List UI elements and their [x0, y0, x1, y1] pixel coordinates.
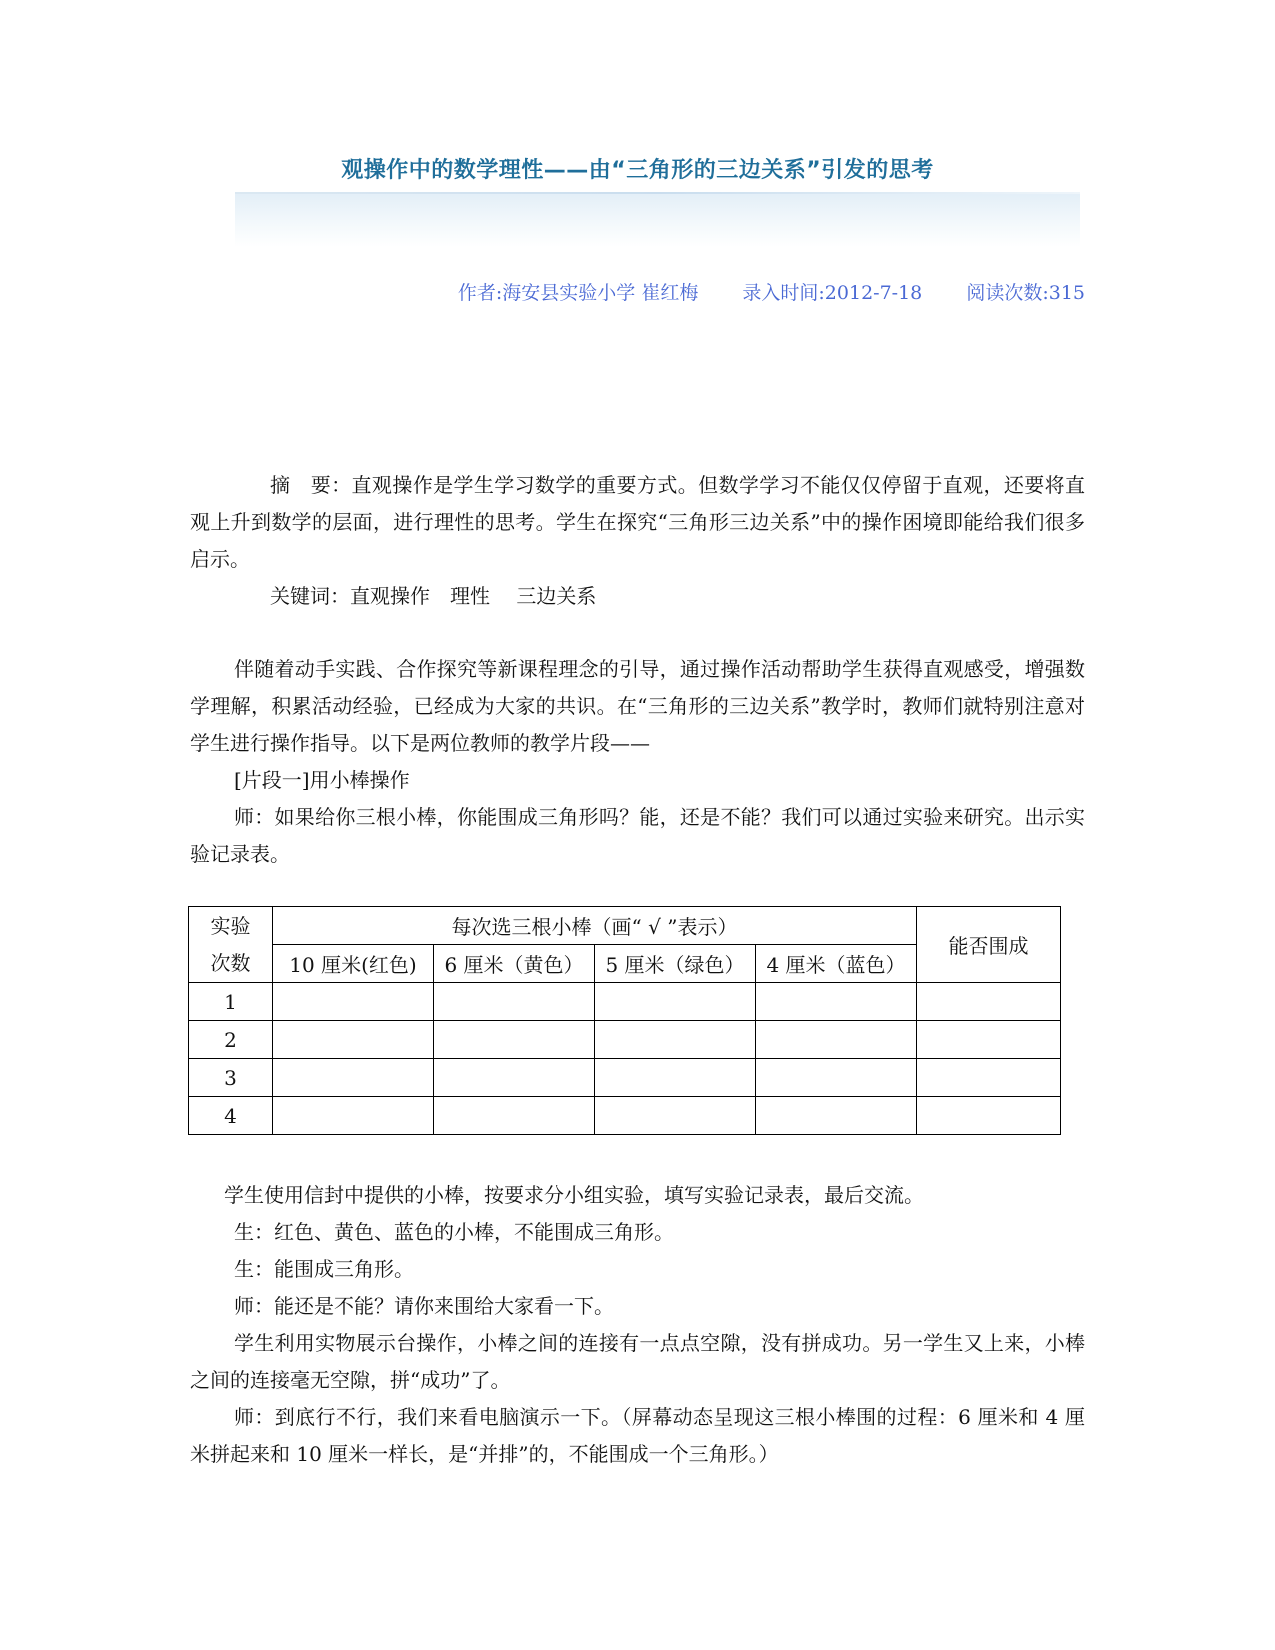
teacher-question: 师：如果给你三根小棒，你能围成三角形吗？能，还是不能？我们可以通过实验来研究。出示实验记录表。	[190, 805, 1085, 866]
intro-paragraph: 伴随着动手实践、合作探究等新课程理念的引导，通过操作活动帮助学生获得直观感受，增强数学理解，积累活动经验，已经成为大家的共识。在“三角形的三边关系”教学时，教师们就特别注意对学生进行操作指导。以下是两位教师的教学片段——	[190, 657, 1085, 755]
column-header: 6 厘米（黄色）	[434, 945, 595, 983]
column-header: 5 厘米（绿色）	[595, 945, 756, 983]
paragraph: 生：能围成三角形。	[234, 1257, 414, 1281]
trial-header: 实验 次数	[189, 907, 273, 983]
author: 作者:海安县实验小学 崔红梅	[457, 282, 699, 304]
trial-number: 1	[189, 983, 273, 1021]
paragraph: 学生利用实物展示台操作，小棒之间的连接有一点点空隙，没有拼成功。另一学生又上来，小棒之间的连接毫无空隙，拼“成功”了。	[190, 1331, 1085, 1392]
abstract	[190, 467, 1085, 578]
abstract-text: 直观操作是学生学习数学的重要方式。但数学学习不能仅仅停留于直观，还要将直观上升到数学的层面，进行理性的思考。学生在探究“三角形三边关系”中的操作困境即能给我们很多启示。	[190, 473, 1086, 571]
paragraph: 师：能还是不能？请你来围给大家看一下。	[234, 1294, 614, 1318]
segment1-heading: [片段一]用小棒操作	[234, 768, 410, 792]
sticks-header: 每次选三根小棒（画“ √ ”表示）	[273, 907, 917, 945]
title-band	[235, 192, 1080, 247]
paragraph: 生：红色、黄色、蓝色的小棒，不能围成三角形。	[234, 1220, 674, 1244]
experiment-record-table	[188, 906, 1061, 1135]
article-meta	[458, 278, 1085, 305]
result-header: 能否围成	[917, 907, 1061, 983]
keywords: 关键词：直观操作 理性 三边关系	[270, 584, 597, 608]
trial-number: 4	[189, 1097, 273, 1135]
page-title: 观操作中的数学理性——由“三角形的三边关系”引发的思考	[341, 158, 934, 183]
table-row	[189, 1097, 1061, 1135]
title-divider	[235, 192, 1080, 194]
column-header: 4 厘米（蓝色）	[756, 945, 917, 983]
entry-time: 录入时间:2012-7-18	[742, 282, 923, 304]
table-row	[189, 1021, 1061, 1059]
paragraph: 师：到底行不行，我们来看电脑演示一下。（屏幕动态呈现这三根小棒围的过程：6 厘米和 4 厘米拼起来和 10 厘米一样长，是“并排”的，不能围成一个三角形。）	[190, 1405, 1085, 1466]
read-count: 阅读次数:315	[966, 282, 1085, 304]
paragraph: 学生使用信封中提供的小棒，按要求分小组实验，填写实验记录表，最后交流。	[224, 1183, 924, 1207]
trial-number: 3	[189, 1059, 273, 1097]
column-header: 10 厘米(红色)	[273, 945, 434, 983]
trial-number: 2	[189, 1021, 273, 1059]
abstract-label: 摘 要：	[270, 473, 352, 497]
table-row	[189, 1059, 1061, 1097]
table-row	[189, 983, 1061, 1021]
